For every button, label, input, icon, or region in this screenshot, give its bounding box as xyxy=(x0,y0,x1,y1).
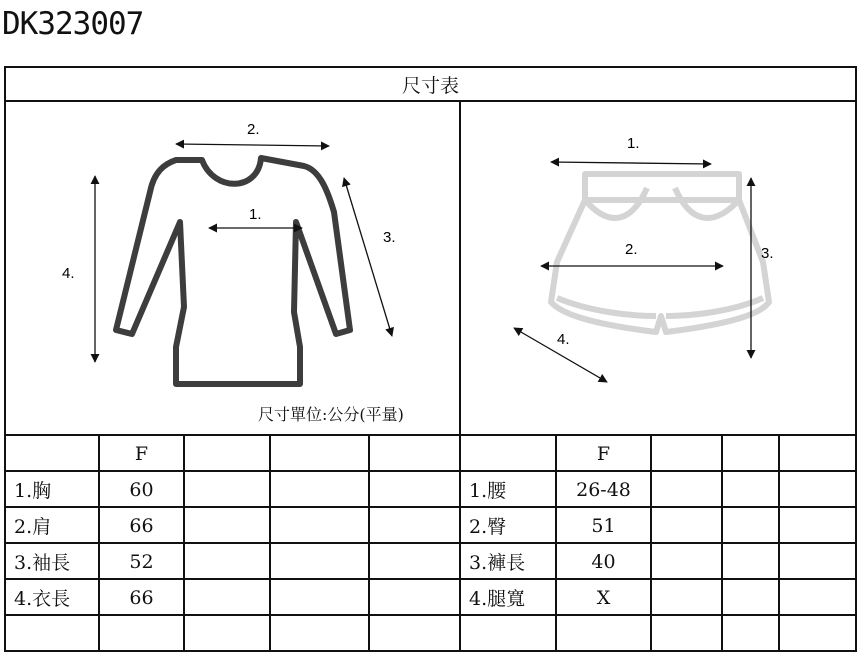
diagram-label: 1. xyxy=(249,206,262,223)
col-divider xyxy=(183,434,185,652)
left-measure-value: 66 xyxy=(129,586,154,609)
right-measure-value: 26-48 xyxy=(576,478,631,501)
shirt-outline-icon xyxy=(116,158,350,384)
right-measure-label: 1.腰 xyxy=(469,480,507,502)
top-garment-diagram xyxy=(4,102,459,434)
left-measure-label: 3.袖長 xyxy=(14,552,71,574)
size-chart xyxy=(4,66,857,652)
right-measure-value: 40 xyxy=(591,550,616,573)
left-measure-value: 52 xyxy=(129,550,154,573)
shorts-waistband-icon xyxy=(585,174,739,200)
left-size-header: F xyxy=(134,442,149,465)
right-size-header: F xyxy=(596,442,611,465)
col-divider xyxy=(721,434,723,652)
table-title: 尺寸表 xyxy=(401,74,459,97)
left-measure-label: 2.肩 xyxy=(14,516,52,538)
left-measure-label: 1.胸 xyxy=(14,480,52,502)
right-measure-label: 3.褲長 xyxy=(469,552,526,574)
diagram-label: 3. xyxy=(383,229,396,246)
right-measure-value: 51 xyxy=(591,514,616,537)
diagram-label: 3. xyxy=(761,245,774,262)
col-divider xyxy=(368,434,370,652)
right-measure-label: 2.臀 xyxy=(469,516,507,538)
col-divider xyxy=(650,434,652,652)
unit-note: 尺寸單位:公分(平量) xyxy=(258,405,404,424)
col-divider xyxy=(269,434,271,652)
right-measure-label: 4.腿寬 xyxy=(469,588,526,610)
shoulder-measure-arrow xyxy=(176,144,329,146)
product-code: DK323007 xyxy=(2,6,144,42)
right-measure-value: X xyxy=(596,586,611,609)
shorts-diagram xyxy=(461,102,857,434)
diagram-label: 1. xyxy=(627,135,640,152)
diagram-label: 2. xyxy=(247,121,260,138)
left-measure-label: 4.衣長 xyxy=(14,588,71,610)
waist-measure-arrow xyxy=(551,162,711,164)
left-measure-value: 60 xyxy=(129,478,154,501)
left-measure-value: 66 xyxy=(129,514,154,537)
diagram-label: 2. xyxy=(625,241,638,258)
sleeve-measure-arrow xyxy=(344,178,392,336)
diagram-label: 4. xyxy=(557,331,570,348)
diagram-label: 4. xyxy=(62,265,75,282)
col-divider xyxy=(778,434,780,652)
